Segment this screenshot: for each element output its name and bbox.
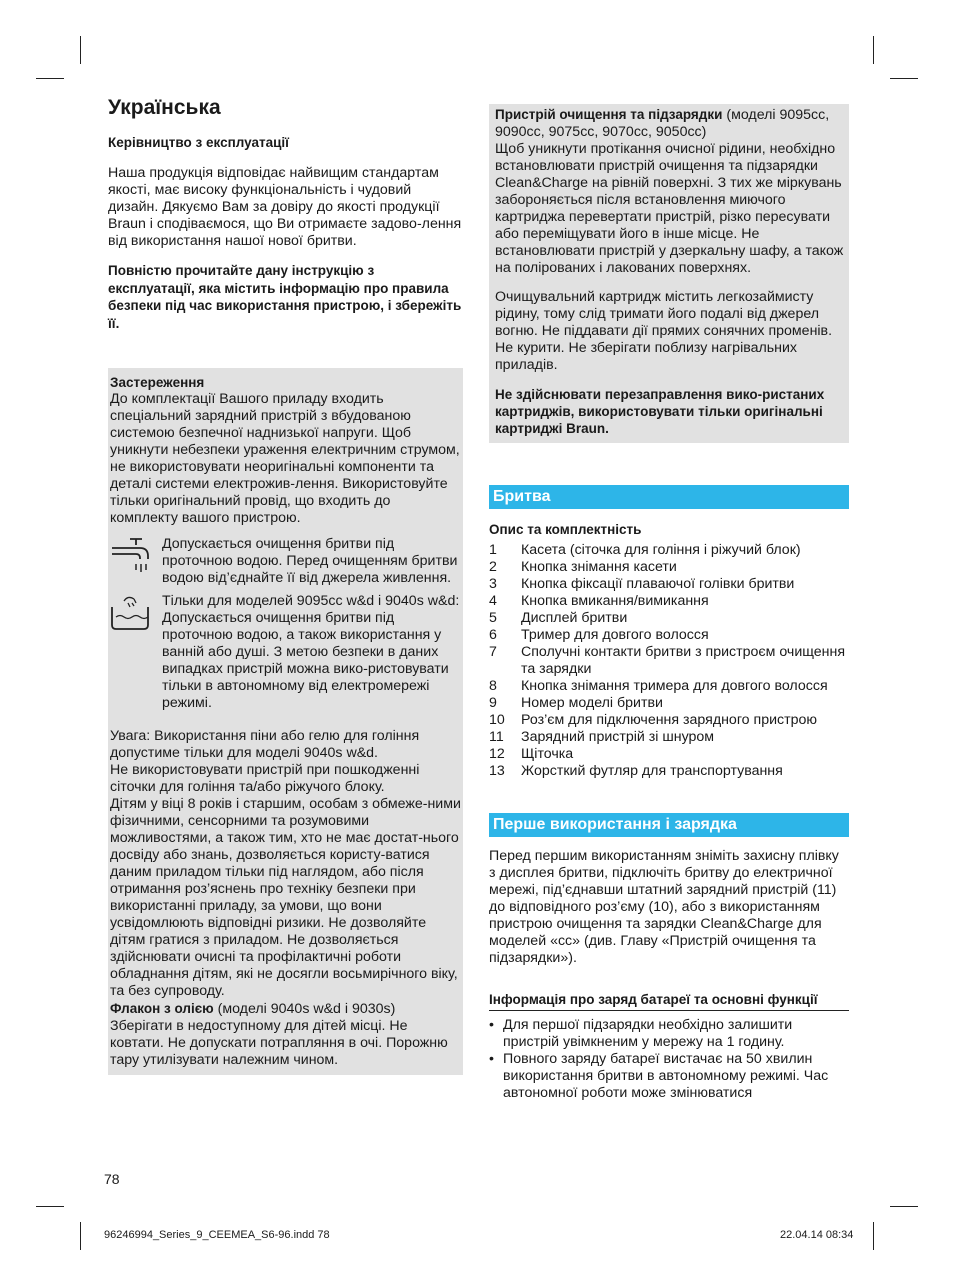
- item-text: Кнопка знімання касети: [521, 559, 677, 575]
- footer-date: 22.04.14 08:34: [780, 1229, 854, 1241]
- oil-title: Флакон з олією: [110, 1001, 214, 1016]
- crop-mark: [890, 78, 918, 79]
- item-number: 11: [489, 729, 504, 745]
- intro-paragraph: Наша продукція відповідає найвищим стандартам якості, має високу функціональність і чудовий дизайн. Дякуємо Вам за довіру до якості продукції Braun і сподіваємося, що Ви отримаєте задово-лення від використання нашої нової бритви.: [108, 165, 462, 249]
- item-text: Тример для довгого волосся: [521, 627, 709, 643]
- list-item: [489, 593, 849, 610]
- page-number: 78: [104, 1171, 120, 1187]
- list-item: [489, 763, 849, 780]
- list-item: [489, 627, 849, 644]
- shower-text: Допускається очищення бритви під проточною водою, а також використання у ванній або душі. З метою безпеки в даних випадках пристрій можна вико-ристовувати тільки в автономному від електромережі режимі.: [162, 610, 449, 711]
- list-item: [489, 729, 849, 746]
- bullet-item: [489, 1017, 849, 1051]
- item-number: 3: [489, 576, 497, 592]
- damaged-note: Не використовувати пристрій при пошкодженні сіточки для гоління та/або ріжучого блоку.: [110, 762, 420, 795]
- item-number: 7: [489, 644, 497, 660]
- bullet-dot-icon: •: [489, 1051, 494, 1067]
- left-column: [108, 96, 463, 1075]
- refill-note: Не здійснювати перезаправлення вико-ристаних картриджів, використовувати тільки оригінальні картриджі Braun.: [495, 387, 825, 436]
- item-number: 12: [489, 746, 505, 762]
- children-note: Дітям у віці 8 років і старшим, особам з обмеже-ними фізичними, сенсорними та розумовими можливостями, а також тим, хто не має достат-нього досвіду або знань, дозволяється користу-ватися даним приладом тільки під наглядом, або після отримання роз’яснень про техніку безпеки при використанні приладу, за умови, що вони усвідомлюють відповідні ризики. Не дозволяйте дітям гратися з приладом. Не дозволяється здійснювати очисні та профілактичні роботи обладнання дітям, які не досягли восьмирічного віку, та без супроводу.: [110, 796, 461, 999]
- oil-text: Зберігати в недоступному для дітей місці. Не ковтати. Не допускати потрапляння в очі. Порожню тару утилізувати належним чином.: [110, 1018, 448, 1068]
- warnings-box: [108, 368, 463, 1075]
- cleaning-text: Щоб уникнути протікання очисної рідини, необхідно встановлювати пристрій очищення та підзарядки Clean&Charge на рівній поверхні. З тих же міркувань забороняється після встановлення миючого картриджа перевертати пристрій, різко пересувати або переміщувати його в інше місце. Не встановлювати пристрій у дзеркальну шафу, а також на полірованих і лакованих поверхнях.: [495, 141, 844, 276]
- cleaning-models: (моделі 9095cc, 9090cc, 9075cc, 9070cc, 9050cc): [495, 107, 830, 140]
- section-shaver-header: Бритва: [489, 485, 849, 509]
- list-item: [489, 576, 849, 593]
- list-item: [489, 678, 849, 695]
- list-item: [489, 695, 849, 712]
- section-first-use-header: Перше використання і зарядка: [489, 813, 849, 837]
- item-text: Кнопка фіксації плаваючої голівки бритви: [521, 576, 795, 592]
- item-number: 5: [489, 610, 497, 626]
- bathtub-shower-icon: [110, 593, 162, 712]
- item-text: Дисплей бритви: [521, 610, 628, 626]
- item-text: Жорсткий футляр для транспортування: [521, 763, 783, 779]
- crop-mark: [873, 36, 874, 64]
- list-item: [489, 712, 849, 729]
- bullet-item: [489, 1051, 849, 1102]
- list-item: [489, 559, 849, 576]
- rinse-water-section: [110, 536, 461, 587]
- bullet-text: Для першої підзарядки необхідно залишити пристрій увімкненим у мережу на 1 годину.: [503, 1017, 793, 1050]
- faucet-icon: [110, 536, 162, 587]
- bullet-text: Повного заряду батареї вистачає на 50 хвилин використання бритви в автономному режимі. Час автономної роботи може змінюватися: [503, 1051, 829, 1101]
- rinse-text: Допускається очищення бритви під проточною водою. Перед очищенням бритви водою від’єднайте її від джерела живлення.: [162, 536, 458, 586]
- crop-mark: [36, 1206, 64, 1207]
- crop-mark: [80, 36, 81, 64]
- crop-mark: [890, 1206, 918, 1207]
- item-text: Кнопка знімання тримера для довгого волосся: [521, 678, 828, 694]
- list-item: [489, 644, 849, 678]
- item-number: 6: [489, 627, 497, 643]
- item-number: 4: [489, 593, 497, 609]
- item-text: Кнопка вмикання/вимикання: [521, 593, 709, 609]
- item-number: 9: [489, 695, 497, 711]
- first-use-text: Перед першим використанням зніміть захисну плівку з дисплея бритви, підключіть бритву до електричної мережі, під’єднавши штатний зарядний пристрій (11) до відповідного роз’єму (10), або з використанням пристрою очищення та зарядки Clean&Charge для моделей «cc» (див. Главу «Пристрій очищення та підзарядки»).: [489, 848, 839, 966]
- shower-use-section: [110, 593, 461, 712]
- item-text: Сполучні контакти бритви з пристроєм очищення та зарядки: [521, 644, 845, 677]
- right-column: [489, 104, 849, 1102]
- battery-title: Інформація про заряд батареї та основні функції: [489, 991, 849, 1011]
- cleaning-station-box: [489, 104, 849, 443]
- item-text: Щіточка: [521, 746, 574, 762]
- list-item: [489, 610, 849, 627]
- item-number: 10: [489, 712, 505, 728]
- item-number: 8: [489, 678, 497, 694]
- crop-mark: [80, 1222, 81, 1250]
- item-text: Роз’єм для підключення зарядного пристрою: [521, 712, 818, 728]
- list-item: [489, 542, 849, 559]
- item-text: Номер моделі бритви: [521, 695, 663, 711]
- item-text: Касета (сіточка для гоління і ріжучий блок): [521, 542, 801, 558]
- manual-subheading: Керівництво з експлуатації: [108, 135, 289, 150]
- warning-title: Застереження: [110, 375, 205, 390]
- page-title: Українська: [108, 96, 221, 119]
- footer-file: 96246994_Series_9_CEEMEA_S6-96.indd 78: [104, 1229, 330, 1241]
- item-number: 1: [489, 542, 497, 558]
- parts-list: [489, 542, 849, 780]
- list-item: [489, 746, 849, 763]
- battery-bullets: [489, 1017, 849, 1102]
- cleaning-title: Пристрій очищення та підзарядки: [495, 107, 723, 122]
- item-number: 2: [489, 559, 497, 575]
- read-notice: Повністю прочитайте дану інструкцію з експлуатації, яка містить інформацію про правила безпеки під час використання пристрою, і збережіть її.: [108, 263, 462, 331]
- cartridge-text: Очищувальний картридж містить легкозаймисту рідину, тому слід тримати його подалі від джерел вогню. Не піддавати дії прямих сонячних променів. Не курити. Не зберігати поблизу нагрівальних приладів.: [495, 289, 833, 373]
- bullet-dot-icon: •: [489, 1017, 494, 1033]
- warning-text: До комплектації Вашого приладу входить спеціальний зарядний пристрій з вбудованою системою безпечної наднизької напруги. Щоб уникнути небезпеки ураження електричним струмом, не використовувати неоригінальні компоненти та деталі системи електрожив-лення. Використовуйте тільки оригінальний провід, що входить до комплекту вашого пристрою.: [110, 391, 460, 526]
- item-number: 13: [489, 763, 505, 779]
- item-text: Зарядний пристрій зі шнуром: [521, 729, 715, 745]
- cleaning-heading: [495, 106, 845, 141]
- foam-note: Увага: Використання піни або гелю для гоління допустиме тільки для моделі 9040s w&d.: [110, 728, 420, 761]
- description-title: Опис та комплектність: [489, 522, 642, 537]
- crop-mark: [36, 78, 64, 79]
- models-note: Тільки для моделей 9095cc w&d і 9040s w&d:: [162, 593, 460, 609]
- oil-note: [110, 1000, 461, 1018]
- oil-models: (моделі 9040s w&d і 9030s): [213, 1001, 396, 1017]
- crop-mark: [873, 1222, 874, 1250]
